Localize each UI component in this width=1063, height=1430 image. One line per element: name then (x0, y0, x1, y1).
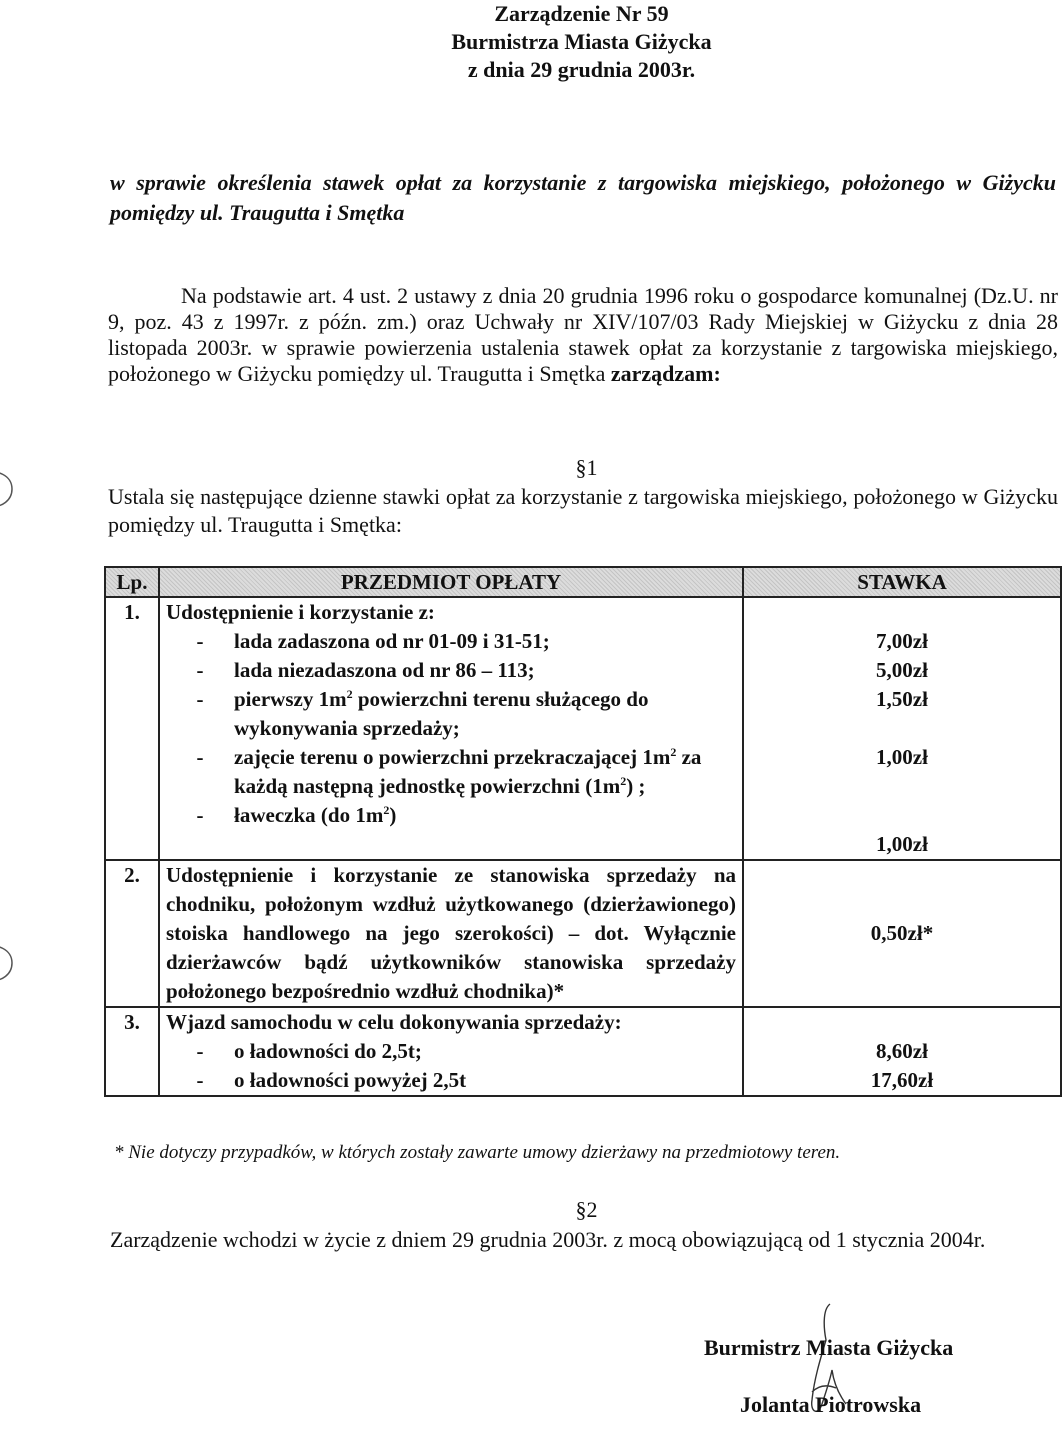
signatory-name: Jolanta Piotrowska (740, 1392, 922, 1417)
table-row (105, 597, 1061, 860)
table-header-row (105, 567, 1061, 597)
list-item: - pierwszy $1m^2$ powierzchni terenu służącego do wykonywania sprzedaży; (196, 687, 649, 740)
ordinance-subject: w sprawie określenia stawek opłat za korzystanie z targowiska miejskiego, położonego w Giżycku pomiędzy ul. Traugutta i Smętka (110, 170, 1056, 225)
punch-hole-mark (0, 940, 28, 986)
table-row (105, 1007, 1061, 1096)
list-item: - lada zadaszona od nr 01-09 i 31-51; (196, 629, 550, 653)
document-header (0, 0, 1063, 84)
section-1-mark: §1 (575, 455, 598, 480)
row-description (159, 597, 743, 860)
row-description: Udostępnienie i korzystanie ze stanowiska sprzedaży na chodniku, położonym wzdłuż użytkowanego (dzierżawionego) stoiska handlowego na jego szerokości) – dot. Wyłącznie dzierżawców bądź użytkowników stanowiska sprzedaży położonego bezpośrednio wzdłuż chodnika)* (159, 860, 743, 1007)
ordinance-number: Zarządzenie Nr 59 (494, 1, 669, 26)
footnote: * Nie dotyczy przypadków, w których zostały zawarte umowy dzierżawy na przedmiotowy teren. (114, 1142, 841, 1163)
table-row (105, 860, 1061, 1007)
section-1-text: Ustala się następujące dzienne stawki opłat za korzystanie z targowiska miejskiego, położonego w Giżycku pomiędzy ul. Traugutta i Smętka: (108, 484, 1058, 537)
list-item: - ławeczka (do $1m^2$) (196, 803, 397, 827)
list-item: - o ładowności powyżej 2,5t (196, 1068, 467, 1092)
rate-value: 7,00zł (876, 629, 928, 653)
section-2-mark: §2 (575, 1197, 598, 1222)
row-title: Udostępnienie i korzystanie z: (166, 600, 435, 624)
rate-value: 1,00zł (876, 832, 928, 856)
rate-value: 1,50zł (876, 687, 928, 711)
issue-date: z dnia 29 grudnia 2003r. (467, 57, 696, 82)
row-rates (743, 1007, 1061, 1096)
header-rate: STAWKA (743, 567, 1061, 597)
header-subject: PRZEDMIOT OPŁATY (159, 567, 743, 597)
rate-value: 17,60zł (870, 1068, 934, 1092)
fee-table (104, 566, 1062, 1097)
rate-value: 1,00zł (876, 745, 928, 769)
legal-basis-paragraph (108, 283, 1058, 387)
row-rates (743, 597, 1061, 860)
rate-value: 8,60zł (876, 1039, 928, 1063)
row-number: 1. (105, 597, 159, 860)
rate-value: 5,00zł (876, 658, 928, 682)
decision-phrase: zarządzam: (610, 361, 721, 386)
issuing-authority: Burmistrza Miasta Giżycka (451, 29, 712, 54)
row-number: 2. (105, 860, 159, 1007)
list-item: - o ładowności do 2,5t; (196, 1039, 422, 1063)
legal-basis-text: Na podstawie art. 4 ust. 2 ustawy z dnia 20 grudnia 1996 roku o gospodarce komunalnej (Dz.U. nr 9, poz. 43 z 1997r. z późn. zm.) oraz Uchwały nr XIV/107/03 Rady Miejskiej w Giżycku z dnia 28 listopada 2003r. w sprawie powierzenia ustalenia stawek opłat za korzystanie z targowiska miejskiego, położonego w Giżycku pomiędzy ul. Traugutta i Smętka (108, 283, 1058, 386)
list-item: - lada niezadaszona od nr 86 – 113; (196, 658, 535, 682)
list-item: - zajęcie terenu o powierzchni przekraczającej $1m^2$ za każdą następną jednostkę powierzchni $(1m^2)$ ; (196, 745, 702, 798)
signatory-title: Burmistrz Miasta Giżycka (704, 1335, 954, 1360)
header-lp: Lp. (105, 567, 159, 597)
row-number: 3. (105, 1007, 159, 1096)
section-2-text: Zarządzenie wchodzi w życie z dniem 29 grudnia 2003r. z mocą obowiązującą od 1 stycznia 2004r. (110, 1227, 986, 1252)
rate-value: 0,50zł* (743, 860, 1061, 1007)
row-title: Wjazd samochodu w celu dokonywania sprzedaży: (166, 1010, 622, 1034)
row-description (159, 1007, 743, 1096)
